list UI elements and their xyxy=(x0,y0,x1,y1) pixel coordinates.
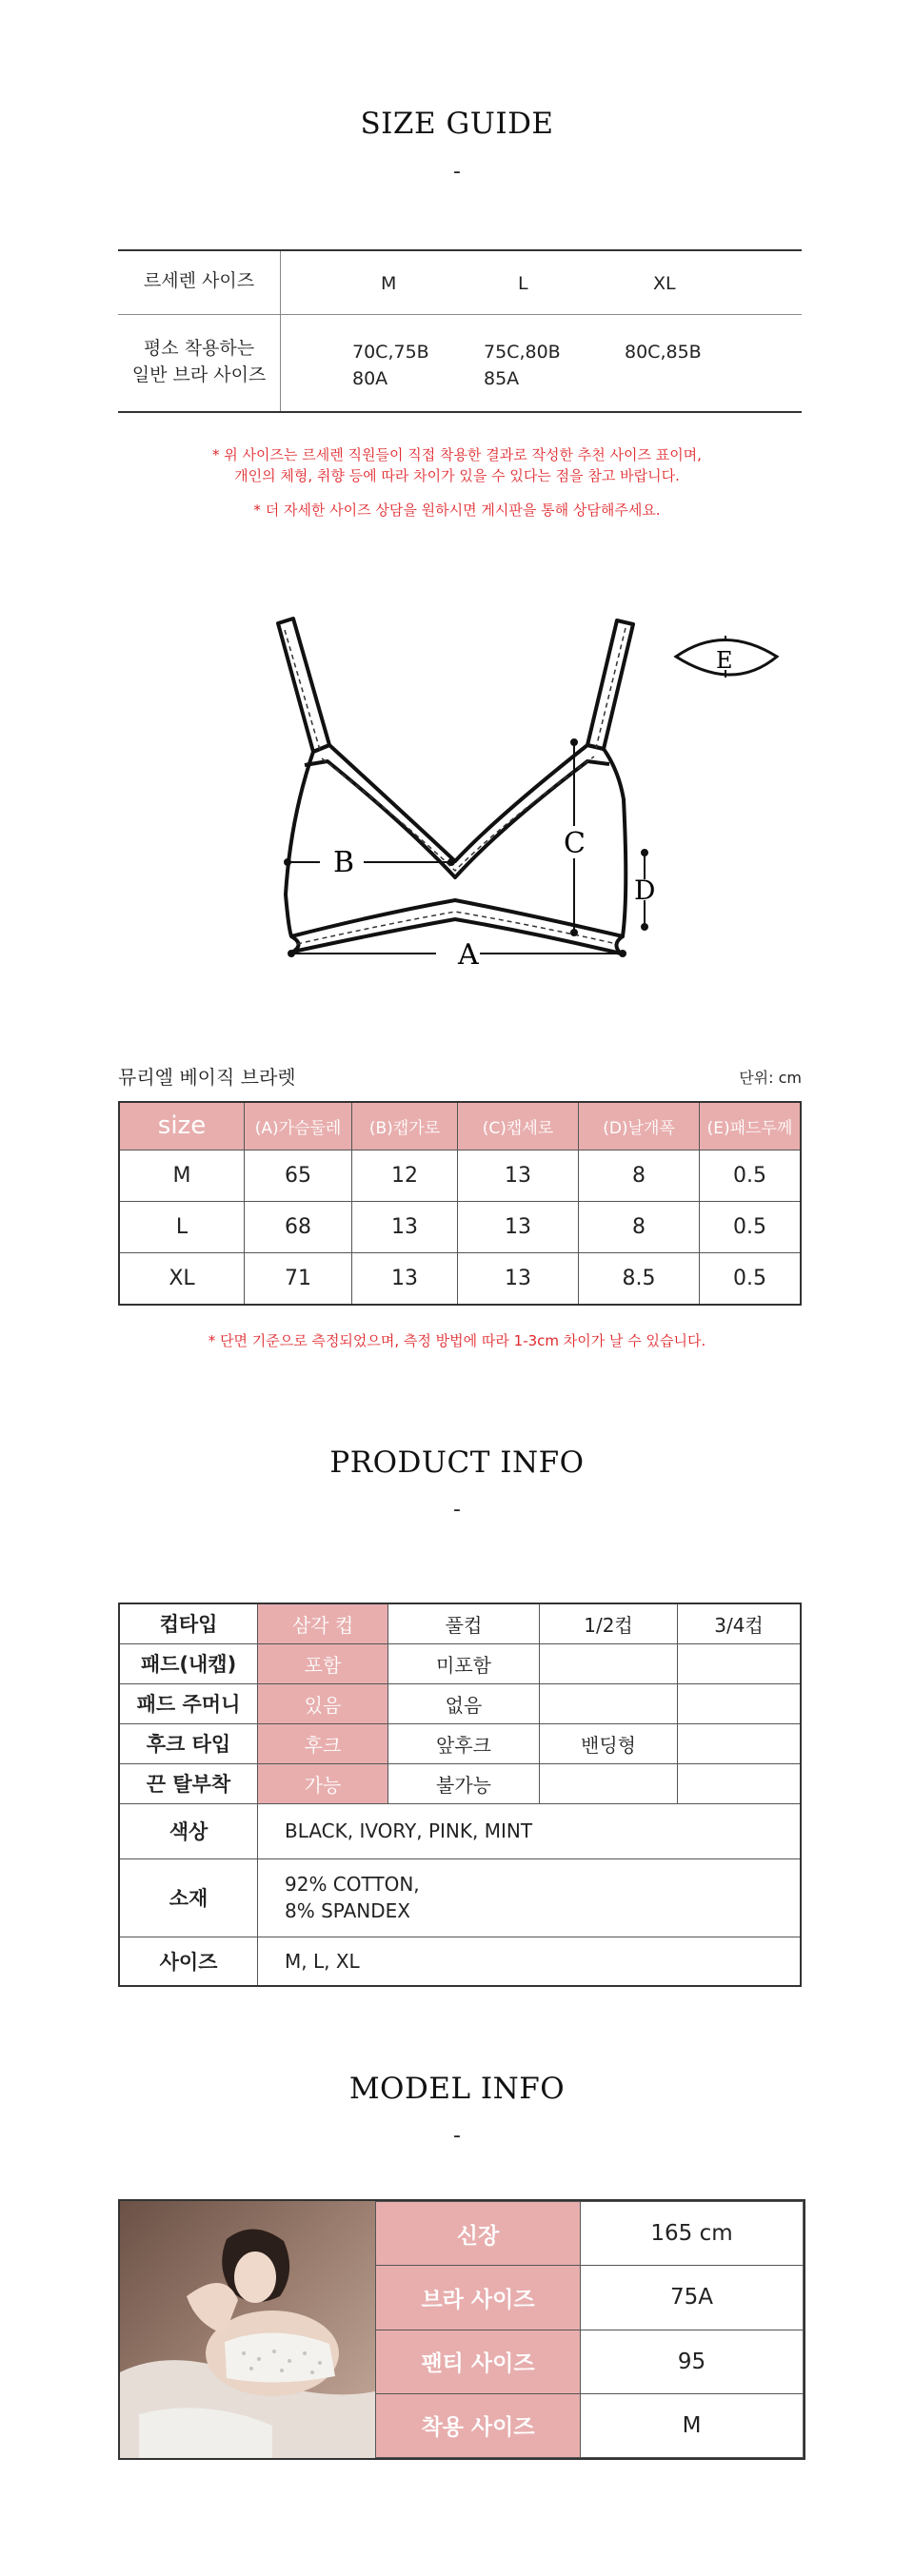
size-guide-table xyxy=(118,249,802,413)
measurement-table xyxy=(118,1101,802,1306)
section-dash: - xyxy=(453,2124,461,2148)
section-dash: - xyxy=(453,160,461,184)
model-label: 브라 사이즈 xyxy=(376,2266,581,2330)
material-line-1: 92% COTTON, xyxy=(285,1873,420,1896)
model-value: 75A xyxy=(581,2266,804,2330)
bra-size-l-2: 85A xyxy=(484,368,520,389)
size-xl: XL xyxy=(653,273,676,294)
size-note-3: * 더 자세한 사이즈 상담을 원하시면 게시판을 통해 상담해주세요. xyxy=(253,501,661,519)
option-value: 풀컵 xyxy=(388,1603,540,1643)
size-guide-title: SIZE GUIDE xyxy=(360,107,554,141)
table-cell: 65 xyxy=(245,1150,352,1201)
option-label: 패드 주머니 xyxy=(119,1683,258,1723)
table-cell: 13 xyxy=(458,1252,579,1305)
color-value: BLACK, IVORY, PINK, MINT xyxy=(258,1803,802,1858)
material-label: 소재 xyxy=(119,1858,258,1937)
bra-size-m-2: 80A xyxy=(352,368,388,389)
table-row xyxy=(119,1201,801,1252)
option-value: 3/4컵 xyxy=(678,1603,802,1643)
option-selected: 후크 xyxy=(258,1723,388,1763)
table-cell: 13 xyxy=(458,1150,579,1201)
option-value xyxy=(678,1763,802,1803)
option-value: 1/2컵 xyxy=(540,1603,678,1643)
table-cell: 8 xyxy=(579,1150,700,1201)
label-b: B xyxy=(333,846,355,879)
table-cell: XL xyxy=(119,1252,245,1305)
option-value xyxy=(540,1683,678,1723)
option-label: 패드(내캡) xyxy=(119,1643,258,1683)
table-cell: 0.5 xyxy=(700,1252,802,1305)
size-note-2: 개인의 체형, 취향 등에 따라 차이가 있을 수 있다는 점을 참고 바랍니다. xyxy=(234,467,680,484)
model-info-title: MODEL INFO xyxy=(348,2072,566,2106)
model-value: 165 cm xyxy=(581,2202,804,2266)
option-value: 밴딩형 xyxy=(540,1723,678,1763)
table-cell: 0.5 xyxy=(700,1150,802,1201)
table-cell: L xyxy=(119,1201,245,1252)
label-c: C xyxy=(564,827,586,860)
option-selected: 있음 xyxy=(258,1683,388,1723)
table-cell: 13 xyxy=(352,1252,458,1305)
material-line-2: 8% SPANDEX xyxy=(285,1899,410,1922)
option-value xyxy=(678,1723,802,1763)
color-label: 색상 xyxy=(119,1803,258,1858)
table-cell: 0.5 xyxy=(700,1201,802,1252)
size-l: L xyxy=(518,273,528,294)
size-label: 르세렌 사이즈 xyxy=(143,270,255,291)
section-dash: - xyxy=(453,1498,461,1522)
option-value xyxy=(540,1763,678,1803)
model-label: 팬티 사이즈 xyxy=(376,2330,581,2393)
col-header: (D)날개폭 xyxy=(579,1102,700,1150)
table-row xyxy=(119,1252,801,1305)
size-m: M xyxy=(381,273,397,294)
option-selected: 삼각 컵 xyxy=(258,1603,388,1643)
col-header: (C)캡세로 xyxy=(458,1102,579,1150)
option-selected: 가능 xyxy=(258,1763,388,1803)
option-value: 불가능 xyxy=(388,1763,540,1803)
table-cell: 71 xyxy=(245,1252,352,1305)
size-info-label: 사이즈 xyxy=(119,1937,258,1986)
option-value xyxy=(678,1643,802,1683)
table-cell: 68 xyxy=(245,1201,352,1252)
option-label: 후크 타입 xyxy=(119,1723,258,1763)
model-info-table xyxy=(375,2201,804,2458)
unit-label: 단위: cm xyxy=(739,1069,802,1087)
option-value: 없음 xyxy=(388,1683,540,1723)
product-info-table xyxy=(118,1603,802,1987)
option-label: 컵타입 xyxy=(119,1603,258,1643)
model-label: 신장 xyxy=(376,2202,581,2266)
bralette-diagram xyxy=(0,609,914,990)
col-header: (B)캡가로 xyxy=(352,1102,458,1150)
model-label: 착용 사이즈 xyxy=(376,2393,581,2457)
label-e: E xyxy=(716,647,733,674)
col-header: size xyxy=(119,1102,245,1150)
table-cell: 12 xyxy=(352,1150,458,1201)
option-label: 끈 탈부착 xyxy=(119,1763,258,1803)
col-header: (A)가슴둘레 xyxy=(245,1102,352,1150)
model-info-box xyxy=(118,2199,805,2460)
label-a: A xyxy=(458,938,479,972)
material-value xyxy=(258,1858,802,1937)
size-note-1: * 위 사이즈는 르세렌 직원들이 직접 착용한 결과로 작성한 추천 사이즈 표이며, xyxy=(212,446,702,463)
measure-note: * 단면 기준으로 측정되었으며, 측정 방법에 따라 1-3cm 차이가 날 수 있습니다. xyxy=(208,1332,706,1349)
bra-size-label-1: 평소 착용하는 xyxy=(143,338,255,359)
model-value: 95 xyxy=(581,2330,804,2393)
bra-size-label-2: 일반 브라 사이즈 xyxy=(131,364,267,385)
bra-size-xl-1: 80C,85B xyxy=(625,342,702,363)
table-cell: 8.5 xyxy=(579,1252,700,1305)
col-header: (E)패드두께 xyxy=(700,1102,802,1150)
table-cell: M xyxy=(119,1150,245,1201)
product-info-title: PRODUCT INFO xyxy=(329,1445,585,1480)
table-row xyxy=(119,1150,801,1201)
option-selected: 포함 xyxy=(258,1643,388,1683)
model-value: M xyxy=(581,2393,804,2457)
option-value: 미포함 xyxy=(388,1643,540,1683)
size-info-value: M, L, XL xyxy=(258,1937,802,1986)
option-value: 앞후크 xyxy=(388,1723,540,1763)
option-value xyxy=(678,1683,802,1723)
label-d: D xyxy=(634,875,656,906)
product-name: 뮤리엘 베이직 브라렛 xyxy=(118,1066,296,1089)
table-cell: 8 xyxy=(579,1201,700,1252)
table-cell: 13 xyxy=(352,1201,458,1252)
table-cell: 13 xyxy=(458,1201,579,1252)
bra-size-m-1: 70C,75B xyxy=(352,342,429,363)
model-photo xyxy=(120,2201,375,2458)
bra-size-l-1: 75C,80B xyxy=(484,342,561,363)
option-value xyxy=(540,1643,678,1683)
